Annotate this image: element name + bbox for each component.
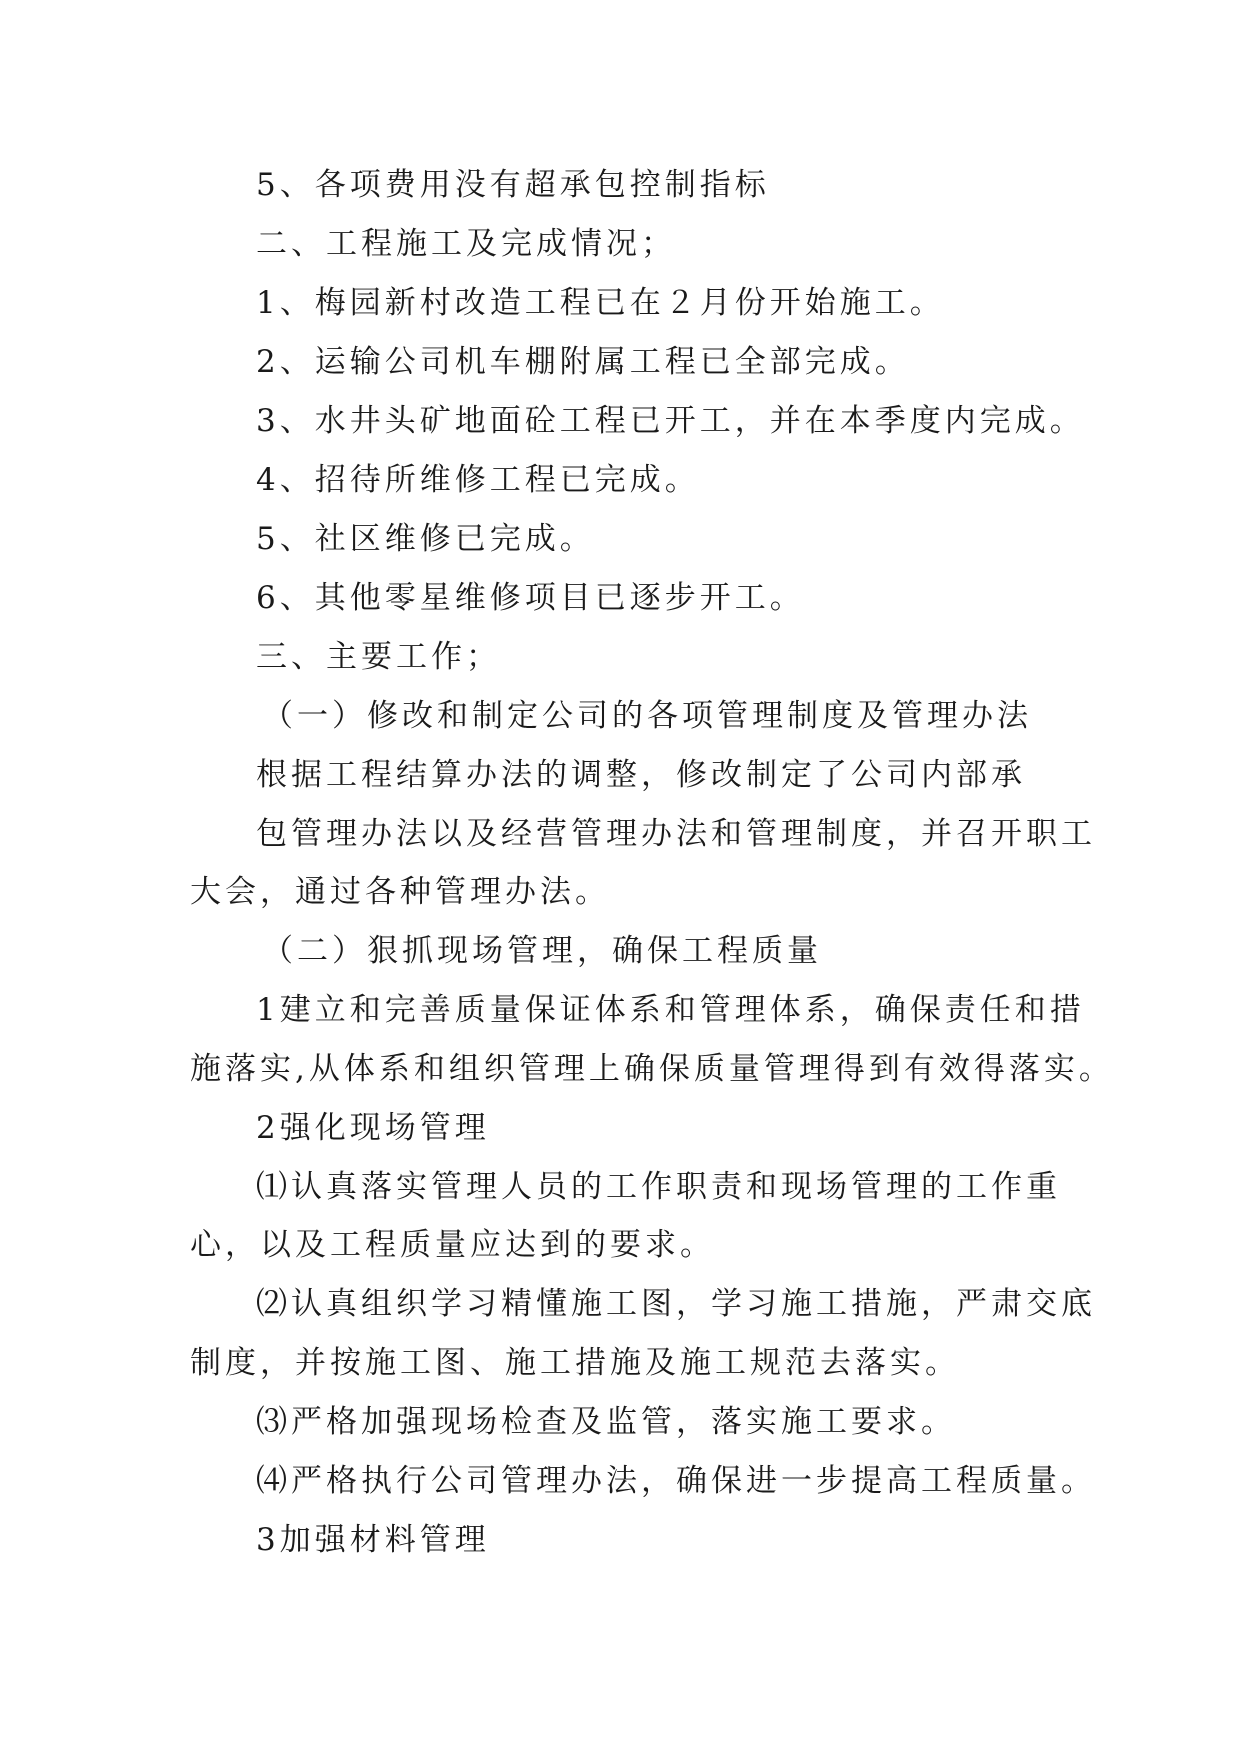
paragraph-line: 4、招待所维修工程已完成。 — [256, 462, 700, 498]
paragraph-line: ⑵认真组织学习精懂施工图，学习施工措施，严肃交底 — [256, 1286, 1096, 1322]
paragraph-line: 大会，通过各种管理办法。 — [190, 874, 610, 910]
paragraph-line: 2、运输公司机车棚附属工程已全部完成。 — [256, 344, 910, 380]
paragraph-line: 制度，并按施工图、施工措施及施工规范去落实。 — [190, 1345, 960, 1381]
paragraph-line: 包管理办法以及经营管理办法和管理制度，并召开职工 — [256, 816, 1096, 852]
paragraph-line: 心，以及工程质量应达到的要求。 — [190, 1227, 715, 1263]
paragraph-line: 1建立和完善质量保证体系和管理体系，确保责任和措 — [256, 992, 1085, 1028]
subsection-heading: （一）修改和制定公司的各项管理制度及管理办法 — [262, 698, 1032, 734]
paragraph-line: 5、各项费用没有超承包控制指标 — [256, 167, 770, 203]
subsection-heading: （二）狠抓现场管理，确保工程质量 — [262, 933, 822, 969]
paragraph-line: 1、梅园新村改造工程已在２月份开始施工。 — [256, 285, 945, 321]
paragraph-line: 5、社区维修已完成。 — [256, 521, 595, 557]
paragraph-line: 3、水井头矿地面砼工程已开工，并在本季度内完成。 — [256, 403, 1085, 439]
section-heading: 二、工程施工及完成情况； — [256, 226, 676, 262]
paragraph-line: ⑷严格执行公司管理办法，确保进一步提高工程质量。 — [256, 1463, 1096, 1499]
paragraph-line: 2强化现场管理 — [256, 1110, 490, 1146]
paragraph-line: 根据工程结算办法的调整，修改制定了公司内部承 — [256, 757, 1026, 793]
paragraph-line: ⑴认真落实管理人员的工作职责和现场管理的工作重 — [256, 1169, 1061, 1205]
paragraph-line: 3加强材料管理 — [256, 1522, 490, 1558]
paragraph-line: 施落实,从体系和组织管理上确保质量管理得到有效得落实。 — [190, 1051, 1114, 1087]
paragraph-line: 6、其他零星维修项目已逐步开工。 — [256, 580, 805, 616]
paragraph-line: ⑶严格加强现场检查及监管，落实施工要求。 — [256, 1404, 956, 1440]
section-heading: 三、主要工作； — [256, 639, 501, 675]
